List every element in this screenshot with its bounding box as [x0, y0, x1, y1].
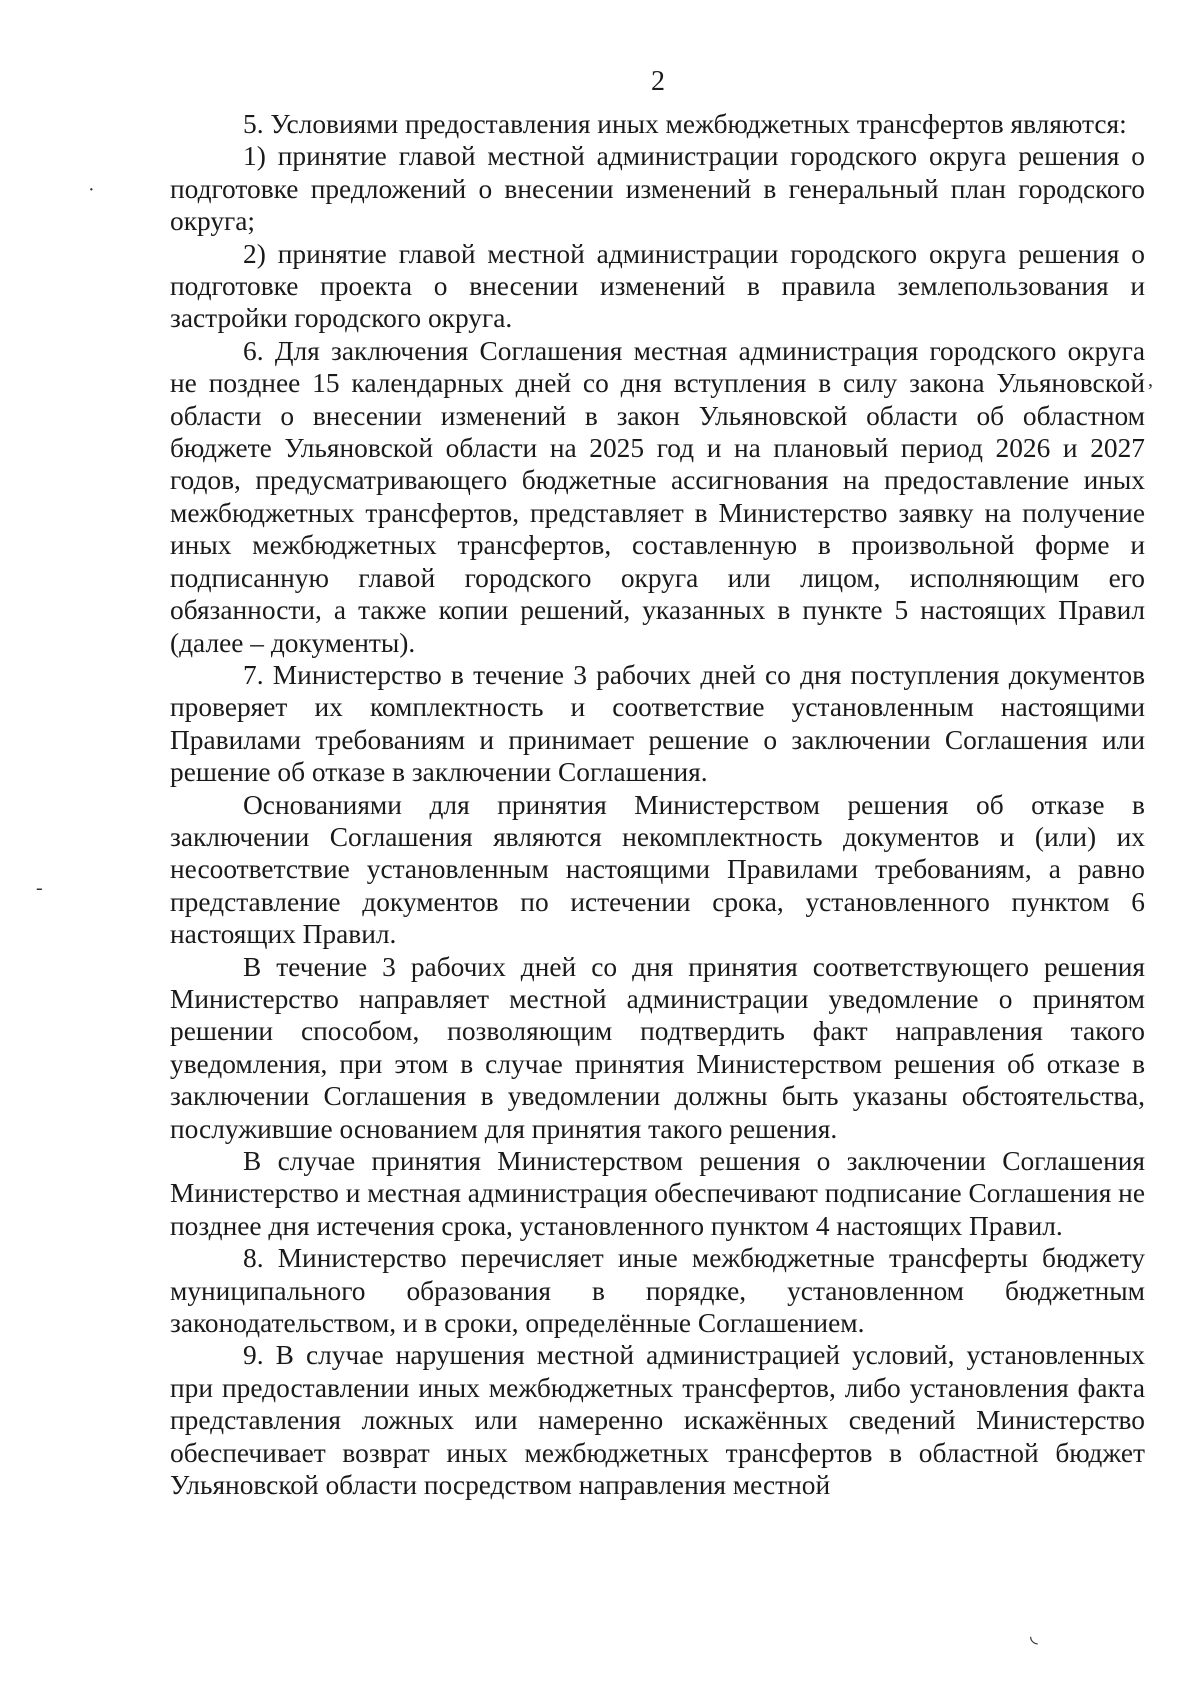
paragraph-9: 9. В случае нарушения местной администрацией условий, установленных при предоставлении иных межбюджетных трансфертов, либо установления факта представления ложных или намеренно искажённых сведений Министерство обеспечивает возврат иных межбюджетных трансфертов в областной бюджет Ульяновской области посредством направления местной [170, 1340, 1145, 1501]
paragraph-7: 7. Министерство в течение 3 рабочих дней со дня поступления документов проверяет их комплектность и соответствие установленным настоящими Правилами требованиям и принимает решение о заключении Соглашения или решение об отказе в заключении Соглашения. [170, 659, 1145, 788]
paragraph-8: 8. Министерство перечисляет иные межбюджетные трансферты бюджету муниципального образования в порядке, установленном бюджетным законодательством, и в сроки, определённые Соглашением. [170, 1243, 1145, 1339]
document-body [170, 108, 1145, 1501]
scan-dash-mark: - [36, 877, 43, 899]
paragraph-7-grounds-for-refusal: Основаниями для принятия Министерством решения об отказе в заключении Соглашения являются некомплектность документов и (или) их несоответствие установленным настоящими Правилами требованиям, а равно представление документов по истечении срока, установленного пунктом 6 настоящих Правил. [170, 789, 1145, 950]
paragraph-7-notification: В течение 3 рабочих дней со дня принятия соответствующего решения Министерство направляет местной администрации уведомление о принятом решении способом, позволяющим подтвердить факт направления такого уведомления, при этом в случае принятия Министерством решения об отказе в заключении Соглашения в уведомлении должны быть указаны обстоятельства, послужившие основанием для принятия такого решения. [170, 951, 1145, 1144]
scan-dot-mark: · [88, 179, 95, 201]
scan-corner-mark: ◟ [1030, 1625, 1038, 1647]
paragraph-5-item-2: 2) принятие главой местной администрации городского округа решения о подготовке проекта о внесении изменений в правила землепользования и застройки городского округа. [170, 238, 1145, 334]
scan-tick-mark: , [1148, 369, 1153, 391]
paragraph-5: 5. Условиями предоставления иных межбюджетных трансфертов являются: [243, 109, 1127, 139]
paragraph-7-signing: В случае принятия Министерством решения о заключении Соглашения Министерство и местная администрация обеспечивают подписание Соглашения не позднее дня истечения срока, установленного пунктом 4 настоящих Правил. [170, 1146, 1146, 1241]
paragraph-6: 6. Для заключения Соглашения местная администрация городского округа не позднее 15 календарных дней со дня вступления в силу закона Ульяновской области о внесении изменений в закон Ульяновской области об областном бюджете Ульяновской области на 2025 год и на плановый период 2026 и 2027 годов, предусматривающего бюджетные ассигнования на предоставление иных межбюджетных трансфертов, представляет в Министерство заявку на получение иных межбюджетных трансфертов, составленную в произвольной форме и подписанную главой городского округа или лицом, исполняющим его обязанности, а также копии решений, указанных в пункте 5 настоящих Правил (далее – документы). [170, 335, 1145, 658]
paragraph-5-item-1: 1) принятие главой местной администрации городского округа решения о подготовке предложений о внесении изменений в генеральный план городского округа; [170, 141, 1145, 237]
page-number: 2 [651, 66, 665, 97]
